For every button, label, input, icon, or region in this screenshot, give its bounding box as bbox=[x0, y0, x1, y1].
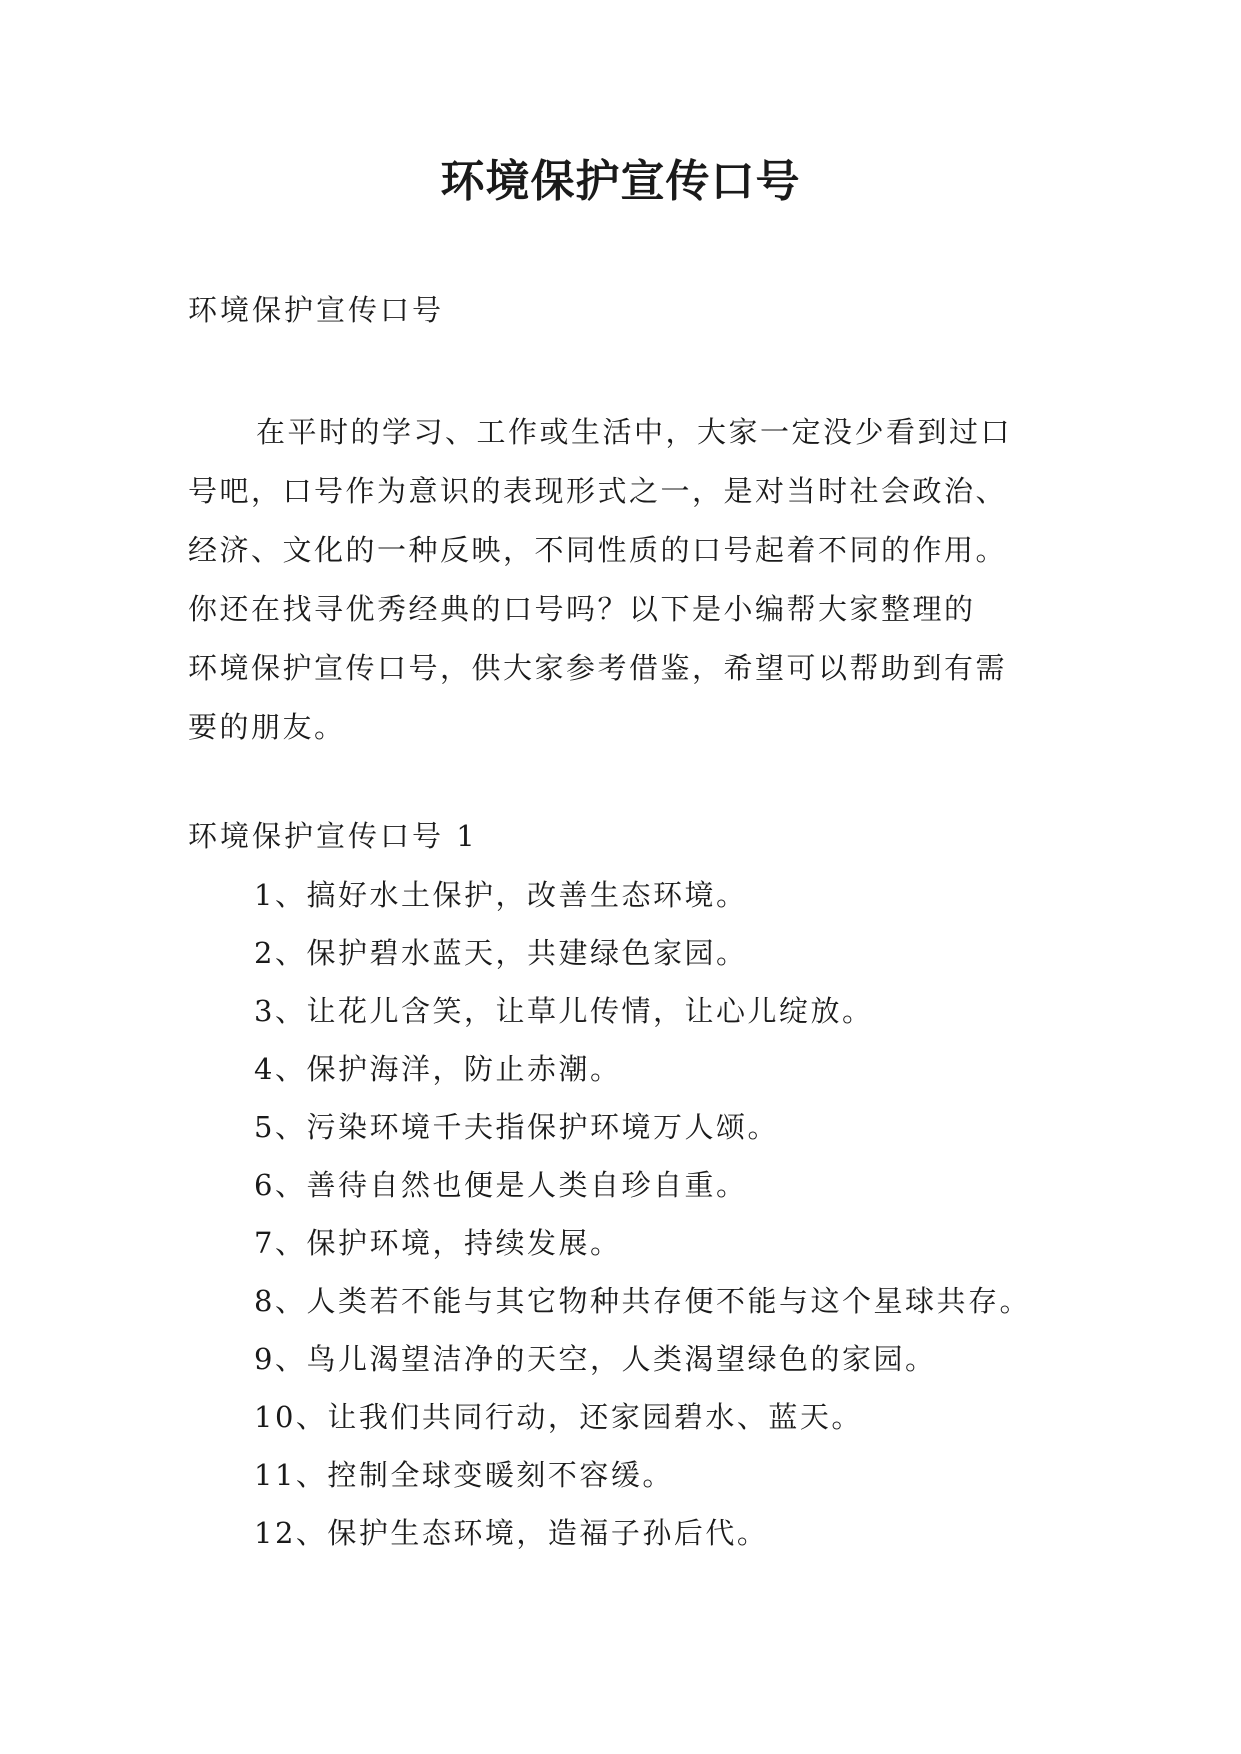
slogan-item: 2、保护碧水蓝天，共建绿色家园。 bbox=[254, 936, 748, 970]
slogan-list bbox=[254, 866, 1031, 1562]
slogan-item: 3、让花儿含笑，让草儿传情，让心儿绽放。 bbox=[254, 994, 874, 1028]
slogan-item: 4、保护海洋，防止赤潮。 bbox=[254, 1052, 622, 1086]
slogan-item: 1、搞好水土保护，改善生态环境。 bbox=[254, 878, 748, 912]
intro-line: 环境保护宣传口号，供大家参考借鉴，希望可以帮助到有需 bbox=[188, 651, 1008, 685]
slogan-item: 6、善待自然也便是人类自珍自重。 bbox=[254, 1168, 748, 1202]
intro-line: 经济、文化的一种反映，不同性质的口号起着不同的作用。 bbox=[188, 533, 1008, 567]
intro-line: 要的朋友。 bbox=[188, 710, 346, 744]
intro-line: 在平时的学习、工作或生活中，大家一定没少看到过口 bbox=[256, 415, 1013, 449]
section-heading: 环境保护宣传口号 1 bbox=[188, 819, 478, 853]
slogan-item: 9、鸟儿渴望洁净的天空，人类渴望绿色的家园。 bbox=[254, 1342, 937, 1376]
slogan-item: 7、保护环境，持续发展。 bbox=[254, 1226, 622, 1260]
document-subtitle: 环境保护宣传口号 bbox=[188, 293, 445, 327]
intro-line: 号吧，口号作为意识的表现形式之一，是对当时社会政治、 bbox=[188, 474, 1008, 508]
slogan-item: 8、人类若不能与其它物种共存便不能与这个星球共存。 bbox=[254, 1284, 1031, 1318]
intro-line: 你还在找寻优秀经典的口号吗？以下是小编帮大家整理的 bbox=[188, 592, 976, 626]
slogan-item: 10、让我们共同行动，还家园碧水、蓝天。 bbox=[254, 1400, 863, 1434]
slogan-item: 11、控制全球变暖刻不容缓。 bbox=[254, 1458, 674, 1492]
document-title: 环境保护宣传口号 bbox=[440, 156, 801, 207]
slogan-item: 12、保护生态环境，造福子孙后代。 bbox=[254, 1516, 769, 1550]
intro-paragraph bbox=[188, 403, 1068, 757]
slogan-item: 5、污染环境千夫指保护环境万人颂。 bbox=[254, 1110, 779, 1144]
